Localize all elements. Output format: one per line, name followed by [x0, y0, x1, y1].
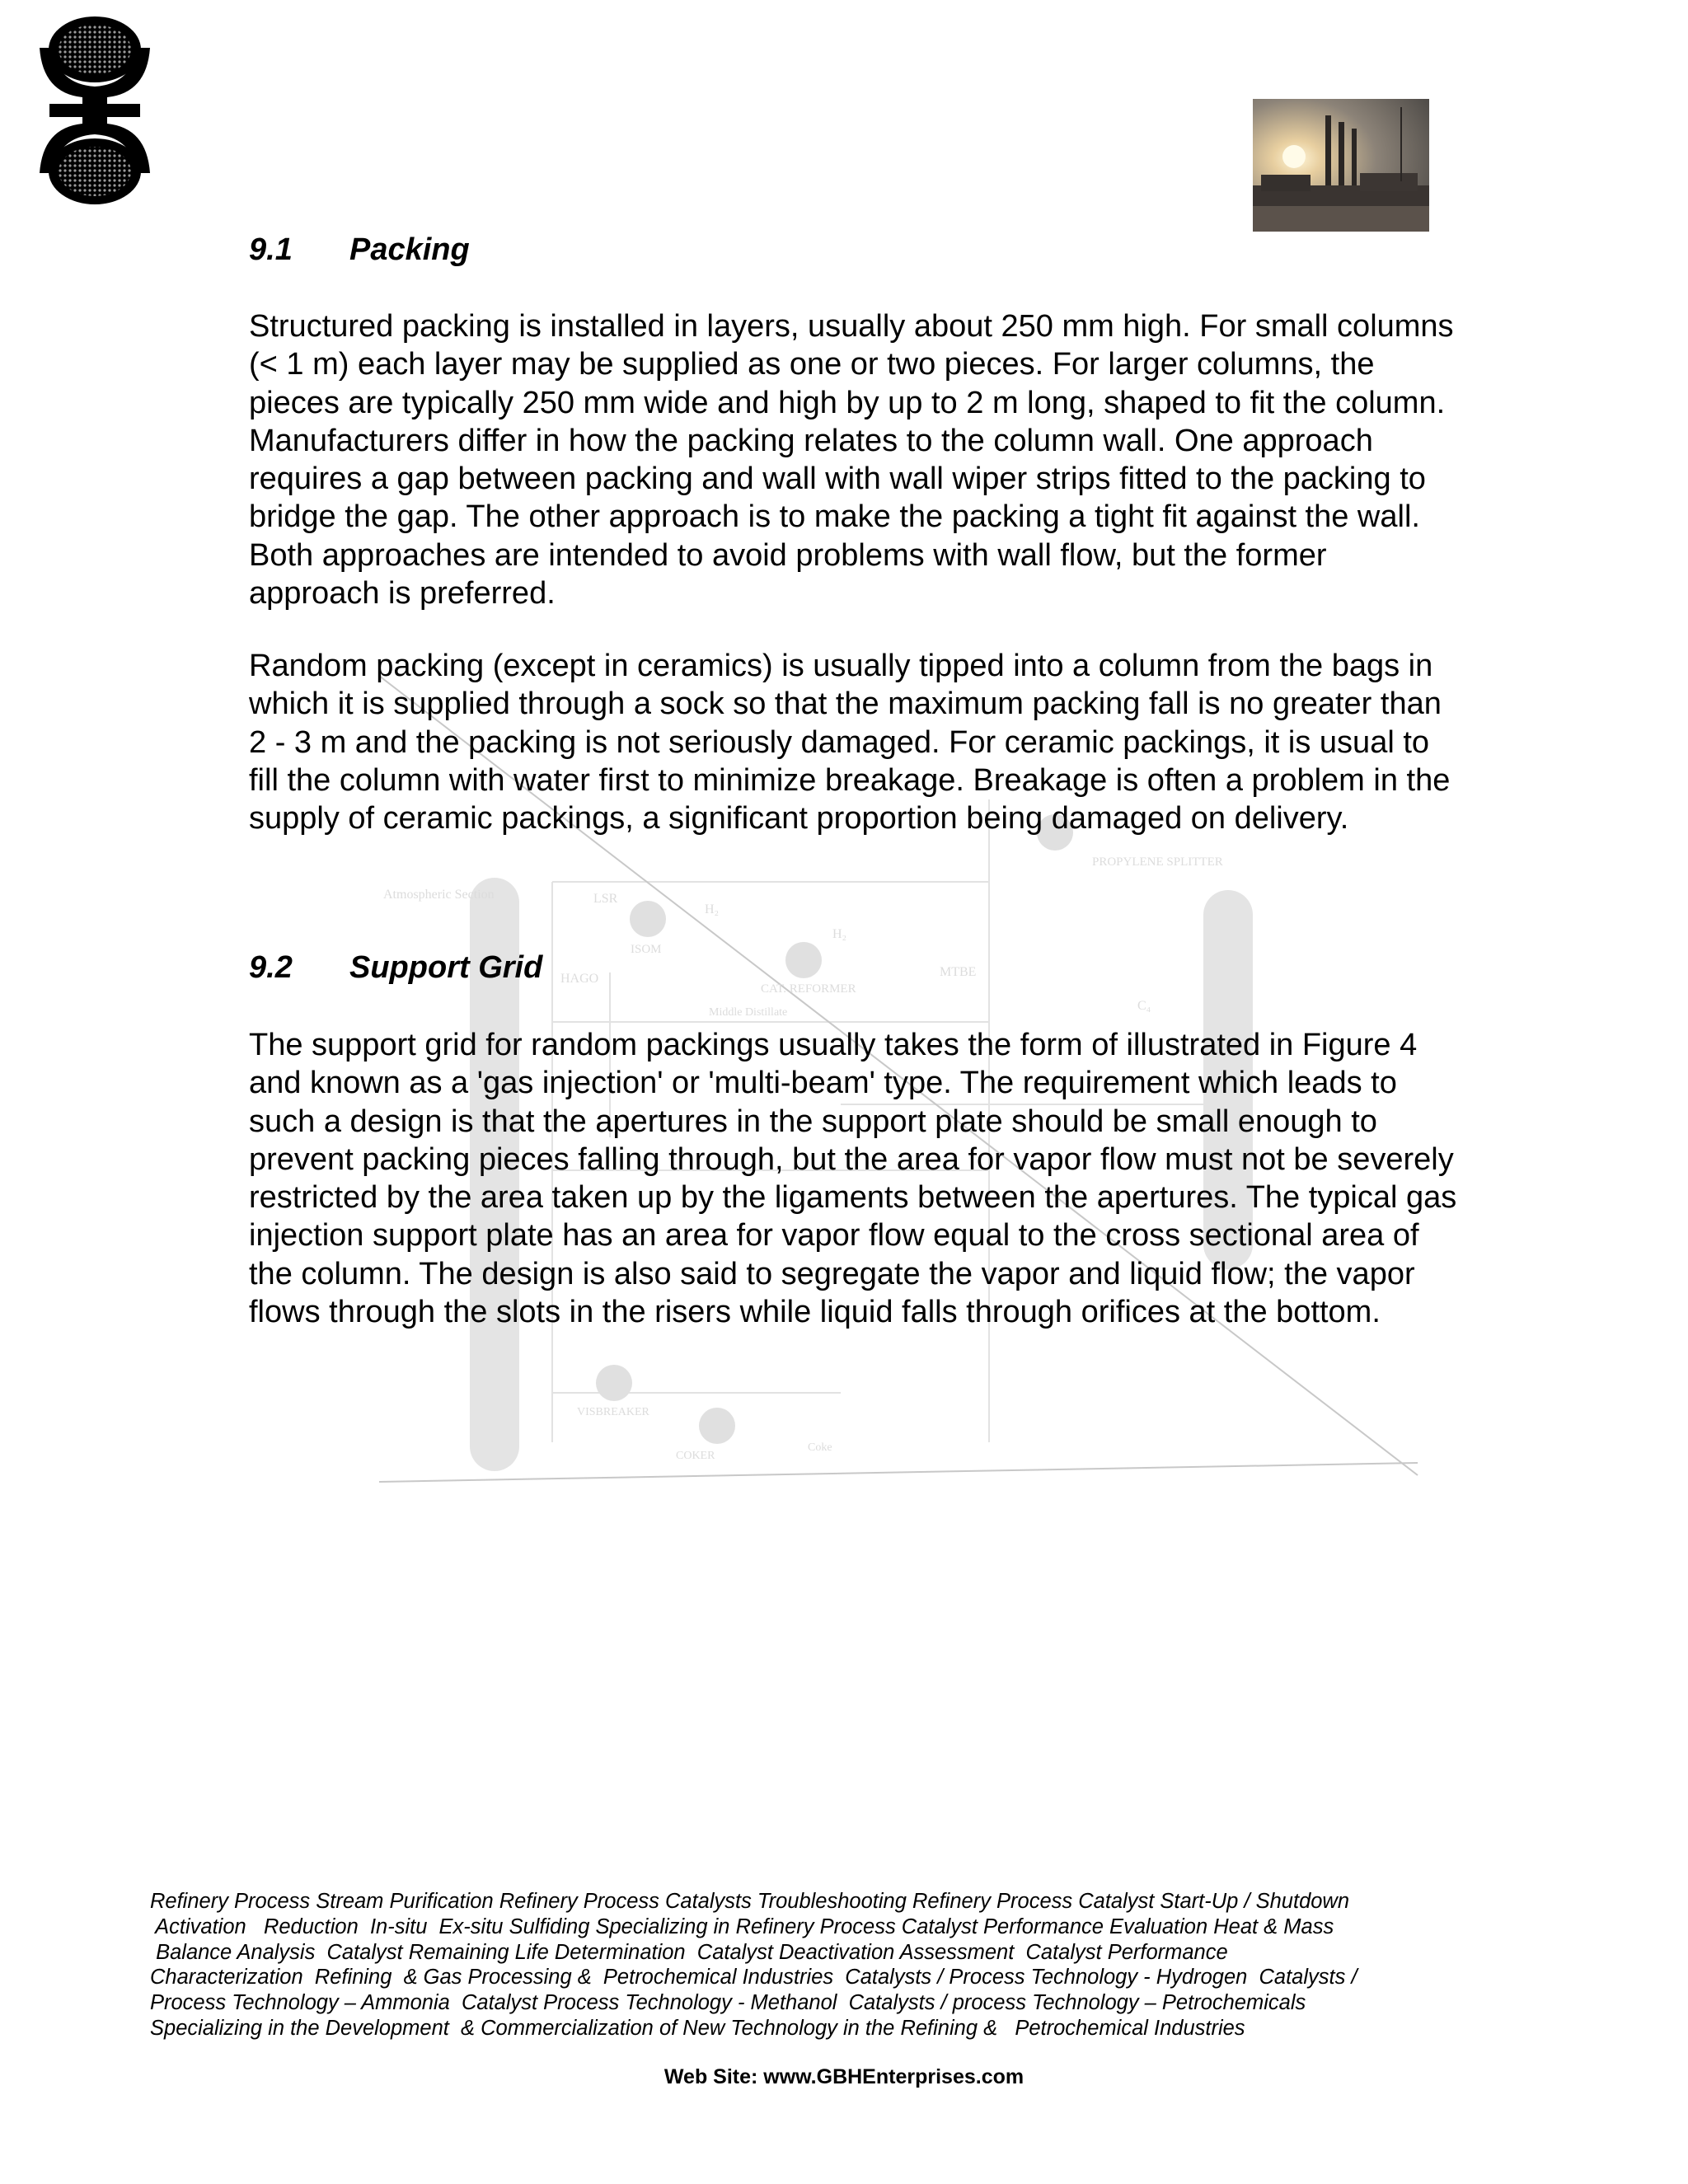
label-middle-distillate: Middle Distillate — [709, 1006, 788, 1019]
label-isom: ISOM — [631, 943, 662, 956]
label-lsr: LSR — [593, 892, 618, 906]
website-link[interactable]: Web Site: www.GBHEnterprises.com — [663, 2065, 1025, 2088]
footer-line: Process Technology – Ammonia Catalyst Process Technology - Methanol Catalysts / process Technology – Petrochemicals — [150, 1991, 1306, 2015]
label-coke: Coke — [808, 1441, 832, 1454]
footer-line: Specializing in the Development & Commercialization of New Technology in the Refining & Petrochemical Industries — [150, 2016, 1245, 2040]
label-h2a: H₂ — [705, 902, 720, 916]
section-number: 9.2 — [249, 950, 293, 985]
section-title: Packing — [349, 232, 470, 267]
footer-line: Characterization Refining & Gas Processing & Petrochemical Industries Catalysts / Process Technology - Hydrogen Catalysts / — [150, 1966, 1357, 1990]
label-h2b: H₂ — [832, 927, 847, 941]
label-propylene-splitter: PROPYLENE SPLITTER — [1092, 855, 1223, 869]
footer-services-text — [150, 1889, 1436, 2041]
footer-line: Refinery Process Stream Purification Refinery Process Catalysts Troubleshooting Refinery Process Catalyst Start-Up / Shutdown — [150, 1890, 1350, 1913]
section-heading-support-grid — [249, 950, 542, 986]
label-visbreaker: VISBREAKER — [577, 1406, 649, 1418]
label-cat-reformer: CAT. REFORMER — [761, 982, 856, 996]
label-atmospheric: Atmospheric Section — [383, 888, 495, 902]
paragraph-support-grid: The support grid for random packings usually takes the form of illustrated in Figure 4 and known as a 'gas injection' or 'multi-beam' type. The requirement which leads to such a design is that the apertures in the support plate should be small enough to prevent packing pieces falling through, but the area for vapor flow must not be severely restricted by the area taken up by the ligaments between the apertures. The typical gas injection support plate has an area for vapor flow equal to the cross sectional area of the column. The design is also said to segregate the vapor and liquid flow; the vapor flows through the slots in the risers while liquid falls through orifices at the bottom. — [249, 1028, 1457, 1330]
label-c4: C₄ — [1137, 999, 1151, 1013]
footer-line: Activation Reduction In-situ Ex-situ Sulfiding Specializing in Refinery Process Catalyst Performance Evaluation Heat & Mass — [150, 1915, 1334, 1938]
label-coker: COKER — [676, 1450, 715, 1462]
company-logo-icon — [33, 15, 157, 204]
paragraph-structured-packing: Structured packing is installed in layers, usually about 250 mm high. For small columns (< 1 m) each layer may be supplied as one or two pieces. For larger columns, the pieces are typically 250 mm wide and high by up to 2 m long, shaped to fit the column. Manufacturers differ in how the packing relates to the column wall. One approach requires a gap between packing and wall with wall wiper strips fitted to the packing to bridge the gap. The other approach is to make the packing a tight fit against the wall. Both approaches are intended to avoid problems with wall flow, but the former approach is preferred. — [249, 309, 1454, 612]
section-heading-packing — [249, 232, 470, 268]
label-mtbe: MTBE — [940, 965, 977, 979]
section-number: 9.1 — [249, 232, 293, 267]
refinery-photo — [1253, 99, 1429, 232]
section-title: Support Grid — [349, 950, 543, 985]
footer-line: Balance Analysis Catalyst Remaining Life Determination Catalyst Deactivation Assessment Catalyst Performance — [150, 1940, 1228, 1964]
label-hago: HAGO — [560, 972, 599, 986]
paragraph-random-packing: Random packing (except in ceramics) is usually tipped into a column from the bags in which it is supplied through a sock so that the maximum packing fall is no greater than 2 - 3 m and the packing is not seriously damaged. For ceramic packings, it is usual to fill the column with water first to minimize breakage. Breakage is often a problem in the supply of ceramic packings, a significant proportion being damaged on delivery. — [249, 649, 1451, 837]
